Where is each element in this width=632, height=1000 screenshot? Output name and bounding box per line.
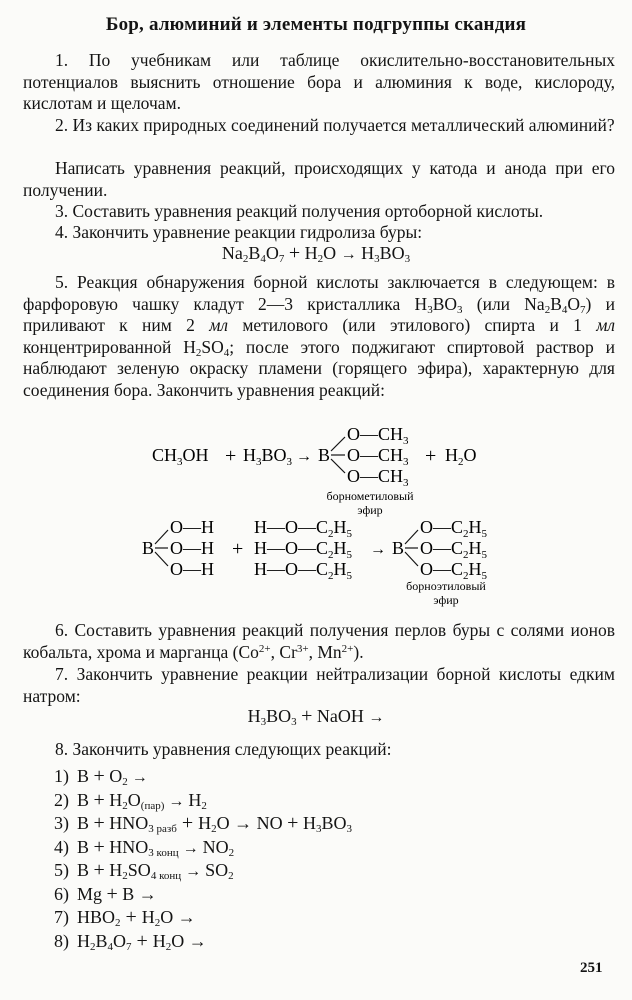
formula-part: 2 — [154, 917, 161, 929]
boron-atom: B — [142, 538, 155, 558]
reaction-arrow: → — [370, 541, 386, 558]
formula-part: NO — [202, 836, 229, 857]
reaction-item — [54, 930, 352, 954]
formula-part: + — [93, 835, 105, 858]
formula-part: → — [127, 769, 148, 786]
reaction-number: 8) — [54, 930, 69, 951]
task-7: 7. Закончить уравнение реакции нейтрализации борной кислоты едким натром: — [23, 664, 615, 706]
task-2b: Написать уравнения реакций, происходящих у катода и анода при его получении. — [23, 158, 615, 200]
hydroxyl-1: O—H — [170, 517, 214, 537]
reaction-number: 5) — [54, 860, 69, 880]
formula-part: O → NO — [216, 813, 288, 833]
formula-part: B — [77, 813, 94, 833]
equation-methyl-borate — [0, 415, 632, 520]
reaction-item — [54, 883, 352, 907]
hydroxyl-2: O—H — [170, 538, 214, 558]
caption-ester: эфир — [357, 503, 383, 517]
formula-part: → — [178, 839, 203, 857]
bond-upper — [331, 437, 345, 451]
reaction-item — [54, 859, 352, 883]
task-3: 3. Составить уравнения реакций получения ортоборной кислоты. — [55, 201, 544, 221]
formula-part: + — [93, 812, 105, 834]
ethoxy-3: $O—C_2H_5$ — [420, 559, 488, 582]
boron-atom: B — [318, 445, 331, 465]
reaction-item — [54, 789, 352, 813]
reaction-list — [54, 765, 352, 953]
formula-part: 2 — [211, 823, 217, 835]
formula-part: B → — [117, 883, 157, 904]
formula-part: 2 — [90, 940, 96, 953]
reaction-arrow: → — [296, 448, 312, 465]
formula-part: + — [131, 929, 153, 952]
boron-atom-product: B — [392, 538, 405, 558]
formula-part: O — [127, 789, 141, 810]
formula-part: B — [77, 789, 94, 810]
task-2a: 2. Из каких природных соединений получается металлический алюминий? — [55, 115, 615, 135]
methoxy-group-2: $O—CH_3$ — [347, 445, 409, 468]
formula-part: BO — [321, 813, 347, 833]
formula-part: H — [188, 789, 202, 810]
formula-part: B — [77, 836, 94, 857]
ethanol-1: $H—O—C_2H_5$ — [254, 517, 353, 540]
formula-part: 2 — [122, 799, 128, 812]
formula-part: H — [198, 813, 212, 833]
ethoxy-1: $O—C_2H_5$ — [420, 517, 488, 540]
formula-part: O → — [171, 930, 207, 951]
formula-part: 4 — [107, 940, 114, 953]
formula-part: + — [93, 765, 105, 787]
equation-borax-hydrolysis: $Na_2B_4O_7 + H_2O \to H_3BO_3$ — [221, 242, 411, 265]
formula-part: + — [93, 788, 105, 811]
task-4: 4. Закончить уравнение реакции гидролиза буры: — [55, 222, 423, 242]
reaction-item — [54, 765, 352, 789]
reaction-item — [54, 812, 352, 836]
formula-part: 7 — [126, 940, 132, 953]
reaction-number: 2) — [54, 789, 69, 810]
formula-part: H — [104, 860, 123, 880]
formula-part: 3 — [315, 823, 322, 835]
formula-part: HBO — [77, 907, 116, 927]
formula-part: + — [176, 812, 199, 834]
bond-upper-product — [405, 530, 418, 544]
equation-neutralization: $H_3BO_3$ + NaOH → — [247, 705, 385, 728]
formula-part: O — [104, 766, 123, 786]
caption-ester: эфир — [433, 593, 459, 607]
formula-part: 2 — [201, 799, 207, 812]
formula-part: 3 — [346, 823, 352, 835]
ethoxy-2: $O—C_2H_5$ — [420, 538, 488, 561]
methoxy-group-3: $O—CH_3$ — [347, 466, 409, 489]
formula-part: 3 разб — [148, 823, 177, 835]
boric-acid-formula: $H_3BO_3$ — [243, 445, 293, 468]
formula-part: SO — [205, 860, 229, 880]
reaction-item — [54, 836, 352, 860]
bond-lower — [155, 552, 168, 566]
ethanol-2: $H—O—C_2H_5$ — [254, 538, 353, 561]
formula-part: SO — [127, 860, 151, 880]
reaction-number: 1) — [54, 766, 69, 786]
formula-part: H — [77, 930, 90, 951]
bond-lower — [331, 459, 345, 473]
formula-part: + — [106, 882, 118, 905]
reaction-number: 6) — [54, 883, 69, 904]
formula-part: H — [152, 930, 166, 951]
page-number: 251 — [580, 960, 603, 976]
page-title: Бор, алюминий и элементы подгруппы скандия — [105, 14, 527, 35]
task-5: 5. Реакция обнаружения борной кислоты заключается в следующем: в фарфоровую чашку кладут 2—3 кристаллика $H_3BO_3$ (или $Na_2B_4O_7$) и приливают к ним 2 мл метилового (или этилового) спирта и 1 мл концентрированной $H_2SO_4$; после этого поджигают спиртовой раствор и наблюдают зеленую окраску пламени (горящего эфира), характерную для соединения бора. Закончить уравнения реакций: — [23, 272, 615, 400]
formula-part: + — [93, 859, 105, 881]
methanol-formula: $CH_3OH$ — [152, 445, 209, 468]
formula-part: O — [113, 930, 127, 951]
formula-part: 3 конц — [148, 846, 179, 859]
formula-part: 2 — [115, 917, 121, 929]
formula-part: B — [95, 930, 108, 951]
plus-sign: + — [425, 445, 437, 467]
formula-part: H — [298, 813, 316, 833]
formula-part: 2 — [165, 940, 172, 953]
formula-part: → — [164, 792, 189, 810]
reaction-number: 4) — [54, 836, 69, 857]
formula-part: B — [77, 860, 94, 880]
water-formula: $H_2O$ — [445, 445, 477, 468]
methoxy-group-1: $O—CH_3$ — [347, 424, 409, 447]
reaction-number: 7) — [54, 907, 69, 927]
bond-upper — [155, 530, 168, 544]
task-6: 6. Составить уравнения реакций получения перлов буры с солями ионов кобальта, хрома и марганца ($Co^{2+}$, $Cr^{3+}$, $Mn^{2+}$). — [23, 620, 615, 662]
formula-part: 2 — [122, 870, 128, 882]
formula-part: (пар) — [140, 799, 165, 812]
caption-methyl-borate: борнометиловый — [326, 489, 414, 503]
hydroxyl-3: O—H — [170, 559, 214, 579]
plus-sign: + — [225, 445, 237, 467]
bond-lower-product — [405, 552, 418, 566]
formula-part: → — [181, 863, 206, 880]
formula-part: HNO — [104, 813, 149, 833]
ethanol-3: $H—O—C_2H_5$ — [254, 559, 353, 582]
formula-part: 2 — [122, 776, 128, 788]
reaction-item — [54, 906, 352, 930]
formula-part: O → — [160, 907, 196, 927]
formula-part: 2 — [228, 846, 235, 859]
formula-part: 4 конц — [150, 870, 182, 882]
formula-part: 2 — [228, 870, 234, 882]
formula-part: + — [120, 906, 142, 928]
formula-part: H — [141, 907, 155, 927]
formula-part: Mg — [77, 883, 107, 904]
formula-part: HNO — [104, 836, 149, 857]
task-1: 1. По учебникам или таблице окислительно-восстановительных потенциалов выяснить отношение бора и алюминия к воде, кислороду, кислотам и щелочам. — [23, 50, 615, 113]
task-8: 8. Закончить уравнения следующих реакций: — [55, 739, 392, 759]
caption-ethyl-borate: борноэтиловый — [406, 579, 486, 593]
reaction-number: 3) — [54, 813, 69, 833]
formula-part: H — [104, 789, 123, 810]
plus-sign: + — [232, 538, 244, 560]
formula-part: + — [287, 812, 299, 834]
formula-part: B — [77, 766, 94, 786]
equation-ethyl-borate — [0, 508, 632, 608]
